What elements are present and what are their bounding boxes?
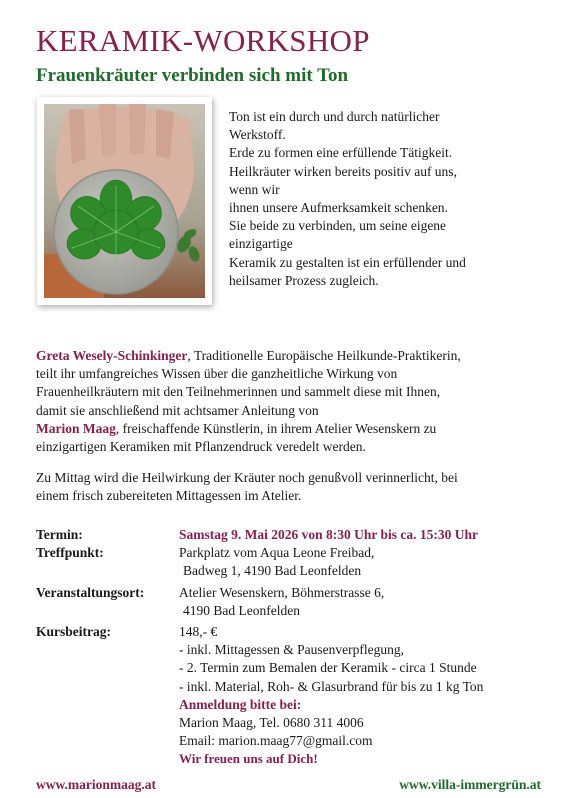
intro-line: heilsamer Prozess zugleich.: [229, 272, 379, 288]
ort-label: Veranstaltungsort:: [36, 584, 145, 600]
footer-link-marionmaag[interactable]: www.marionmaag.at: [36, 777, 156, 792]
page-title: KERAMIK-WORKSHOP: [36, 23, 370, 58]
lunch-paragraph: Zu Mittag wird die Heilwirkung der Kräuter noch genußvoll verinnerlicht, bei einem frisch zubereiteten Mittagessen im Atelier.: [36, 470, 458, 504]
description-paragraph: Greta Wesely-Schinkinger, Traditionelle Europäische Heilkunde-Praktikerin, teilt ihr umfangreiches Wissen über die ganzheitliche Wirkung von Frauenheilkräutern mit den Teilnehmerinnen und sammelt diese mit Ihnen, damit sie anschließend mit achtsamer Anleitung von Marion Maag, freischaffende Künstlerin, in ihrem Atelier Wesenskern zu einzigartigen Keramiken mit Pflanzendruck veredelt werden.: [36, 348, 461, 455]
photo-frame: [37, 97, 212, 305]
intro-line: Erde zu formen eine erfüllende Tätigkeit.: [229, 145, 453, 161]
beitrag-label: Kursbeitrag:: [36, 624, 111, 640]
termin-value: Samstag 9. Mai 2026 von 8:30 Uhr bis ca. 15:30 Uhr: [179, 527, 479, 542]
intro-line: einzigartige: [229, 236, 293, 252]
intro-line: wenn wir: [229, 181, 280, 197]
intro-line: Ton ist ein durch und durch natürlicher: [229, 109, 440, 124]
termin-row: [36, 526, 556, 544]
anmeldung-email: Email: marion.maag77@gmail.com: [179, 733, 373, 749]
treffpunkt-row: Treffpunkt: Parkplatz vom Aqua Leone Freibad, Badweg 1, 4190 Bad Leonfelden: [36, 545, 375, 579]
beitrag-price: 148,- €: [179, 624, 218, 640]
event-details: [36, 526, 556, 769]
footer-link-villa-immergruen[interactable]: www.villa-immergrün.at: [399, 777, 541, 792]
intro-line: Sie beide zu verbinden, um seine eigene: [229, 218, 447, 234]
page-subtitle: Frauenkräuter verbinden sich mit Ton: [36, 65, 349, 86]
ort-row: Veranstaltungsort: Atelier Wesenskern, Böhmerstrasse 6, 4190 Bad Leonfelden: [36, 584, 385, 618]
termin-label: Termin:: [36, 527, 83, 542]
intro-line: Heilkräuter wirken bereits positiv auf uns,: [229, 163, 457, 179]
intro-line: Keramik zu gestalten ist ein erfüllender und: [229, 254, 466, 270]
intro-line: Werkstoff.: [229, 127, 286, 143]
name-marion: Marion Maag: [36, 420, 116, 436]
anmeldung-contact: Marion Maag, Tel. 0680 311 4006: [179, 715, 364, 731]
closing-text: Wir freuen uns auf Dich!: [179, 751, 318, 767]
name-greta: Greta Wesely-Schinkinger: [36, 348, 188, 363]
anmeldung-label: Anmeldung bitte bei:: [179, 696, 302, 712]
treffpunkt-label: Treffpunkt:: [36, 545, 104, 561]
clay-leaf-photo: [44, 104, 205, 298]
beitrag-row: Kursbeitrag: 148,- € - inkl. Mittagessen & Pausenverpflegung, - 2. Termin zum Bemalen der Keramik - circa 1 Stunde - inkl. Material, Roh- & Glasurbrand für bis zu 1 kg Ton Anmeldung bitte bei: Marion Maag, Tel. 0680 311 4006 Email: marion.maag77@gmail.com Wir freuen uns auf Dich!: [36, 623, 556, 769]
intro-line: ihnen unsere Aufmerksamkeit schenken.: [229, 200, 448, 216]
intro-text: [229, 108, 549, 290]
